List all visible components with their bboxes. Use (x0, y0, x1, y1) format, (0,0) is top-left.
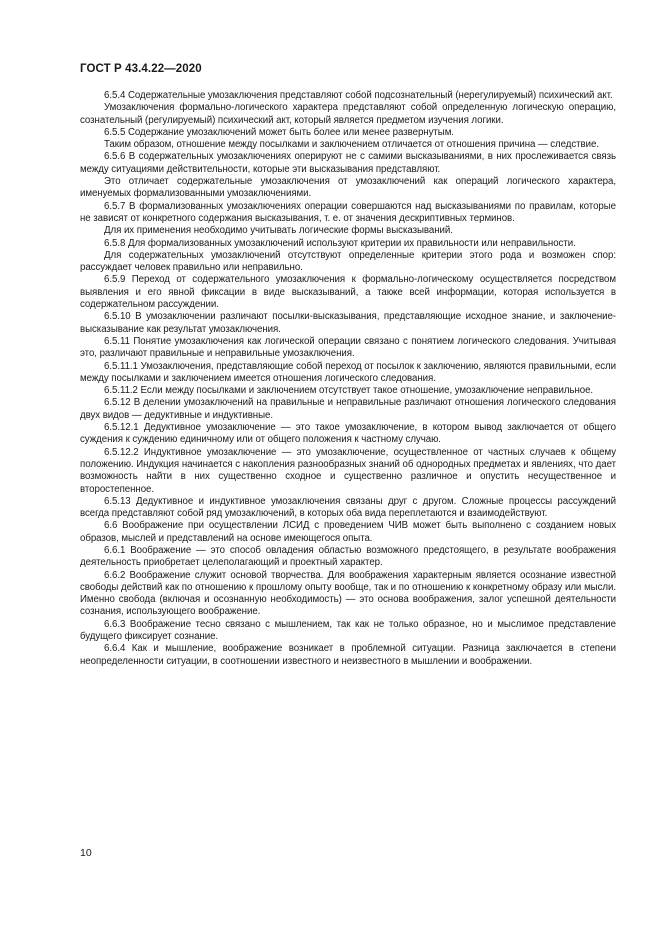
paragraph: 6.6.2 Воображение служит основой творчества. Для воображения характерным является осознание известной свободы действий как по отношению к прошлому опыту вообще, так и по отношению к конкретному образу или мысли. Именно свобода (включая и осознанную необходимость) — это основа воображения, залог успешной деятельности сознания, использующего воображение. (80, 569, 616, 618)
paragraph: 6.5.13 Дедуктивное и индуктивное умозаключения связаны друг с другом. Сложные процессы рассуждений всегда представляют собой ряд умозаключений, в которых оба вида переплетаются и взаимодействуют. (80, 495, 616, 520)
paragraph: 6.5.5 Содержание умозаключений может быть более или менее развернутым. (104, 126, 454, 138)
paragraph: 6.5.12.2 Индуктивное умозаключение — это умозаключение, осуществленное от частных случаев к общему положению. Индукция начинается с накопления разнообразных знаний об однородных предметах и явлениях, что дает возможность найти в них существенно сходное и существенно различное и опустить несущественное и второстепенное. (80, 446, 616, 495)
paragraph: Для их применения необходимо учитывать логические формы высказываний. (104, 225, 453, 237)
paragraph: Умозаключения формально-логического характера представляют собой определенную логическую операцию, сознательный (регулируемый) психический акт, который является предметом изучения логики. (80, 102, 616, 126)
paragraph: 6.5.9 Переход от содержательного умозаключения к формально-логическому осуществляется посредством выявления и его явной фиксации в виде высказываний, а также всей информации, которая используется в содержательном рассуждении. (80, 274, 616, 311)
paragraph: 6.5.11 Понятие умозаключения как логической операции связано с понятием логического следования. Учитывая это, различают правильные и неправильные умозаключения. (80, 335, 616, 360)
body-text (80, 90, 616, 668)
paragraph: 6.5.12.1 Дедуктивное умозаключение — это такое умозаключение, в котором вывод заключается от общего суждения к суждению единичному или от общего положения к частному случаю. (80, 422, 616, 446)
page-number: 10 (80, 847, 92, 859)
paragraph: 6.5.7 В формализованных умозаключениях операции совершаются над высказываниями по правилам, которые не зависят от конкретного содержания высказывания, т. е. от значения дескриптивных терминов. (80, 200, 616, 224)
paragraph: 6.6 Воображение при осуществлении ЛСИД с проведением ЧИВ может быть выполнено с созданием новых образов, мыслей и представлений на основе имеющегося опыта. (80, 520, 616, 544)
paragraph: Для содержательных умозаключений отсутствуют определенные критерии этого рода и возможен спор: рассуждает человек правильно или неправильно. (80, 249, 616, 274)
paragraph: 6.6.3 Воображение тесно связано с мышлением, так как не только образное, но и мыслимое представление будущего фиксирует сознание. (80, 618, 616, 643)
paragraph: 6.5.4 Содержательные умозаключения представляют собой подсознательный (нерегулируемый) психический акт. (104, 90, 613, 101)
document-header: ГОСТ Р 43.4.22—2020 (80, 63, 202, 75)
paragraph: 6.5.8 Для формализованных умозаключений используют критерии их правильности или неправильности. (104, 237, 576, 249)
paragraph: 6.6.4 Как и мышление, воображение возникает в проблемной ситуации. Разница заключается в степени неопределенности ситуации, в соотношении известного и неизвестного в мышлении и воображении. (80, 643, 616, 667)
paragraph: Это отличает содержательные умозаключения от умозаключений как операций логического характера, именуемых формализованными умозаключениями. (80, 176, 616, 200)
paragraph: 6.6.1 Воображение — это способ овладения областью возможного предстоящего, в результате воображения деятельность приобретает целеполагающий и проектный характер. (80, 544, 616, 569)
paragraph: 6.5.11.2 Если между посылками и заключением отсутствует такое отношение, умозаключение неправильное. (104, 385, 594, 397)
paragraph: 6.5.6 В содержательных умозаключениях оперируют не с самими высказываниями, в них прослеживается связь между ситуациями действительности, которые эти высказывания представляют. (80, 151, 616, 175)
paragraph: 6.5.12 В делении умозаключений на правильные и неправильные различают отношения логического следования двух видов — дедуктивные и индуктивные. (80, 397, 616, 421)
paragraph: Таким образом, отношение между посылками и заключением отличается от отношения причина — следствие. (104, 139, 599, 151)
paragraph: 6.5.10 В умозаключении различают посылки-высказывания, представляющие исходное знание, и заключение-высказывание как результат умозаключения. (80, 311, 616, 335)
paragraph: 6.5.11.1 Умозаключения, представляющие собой переход от посылок к заключению, являются правильными, если между посылками и заключением имеется отношения логического следования. (80, 360, 616, 384)
